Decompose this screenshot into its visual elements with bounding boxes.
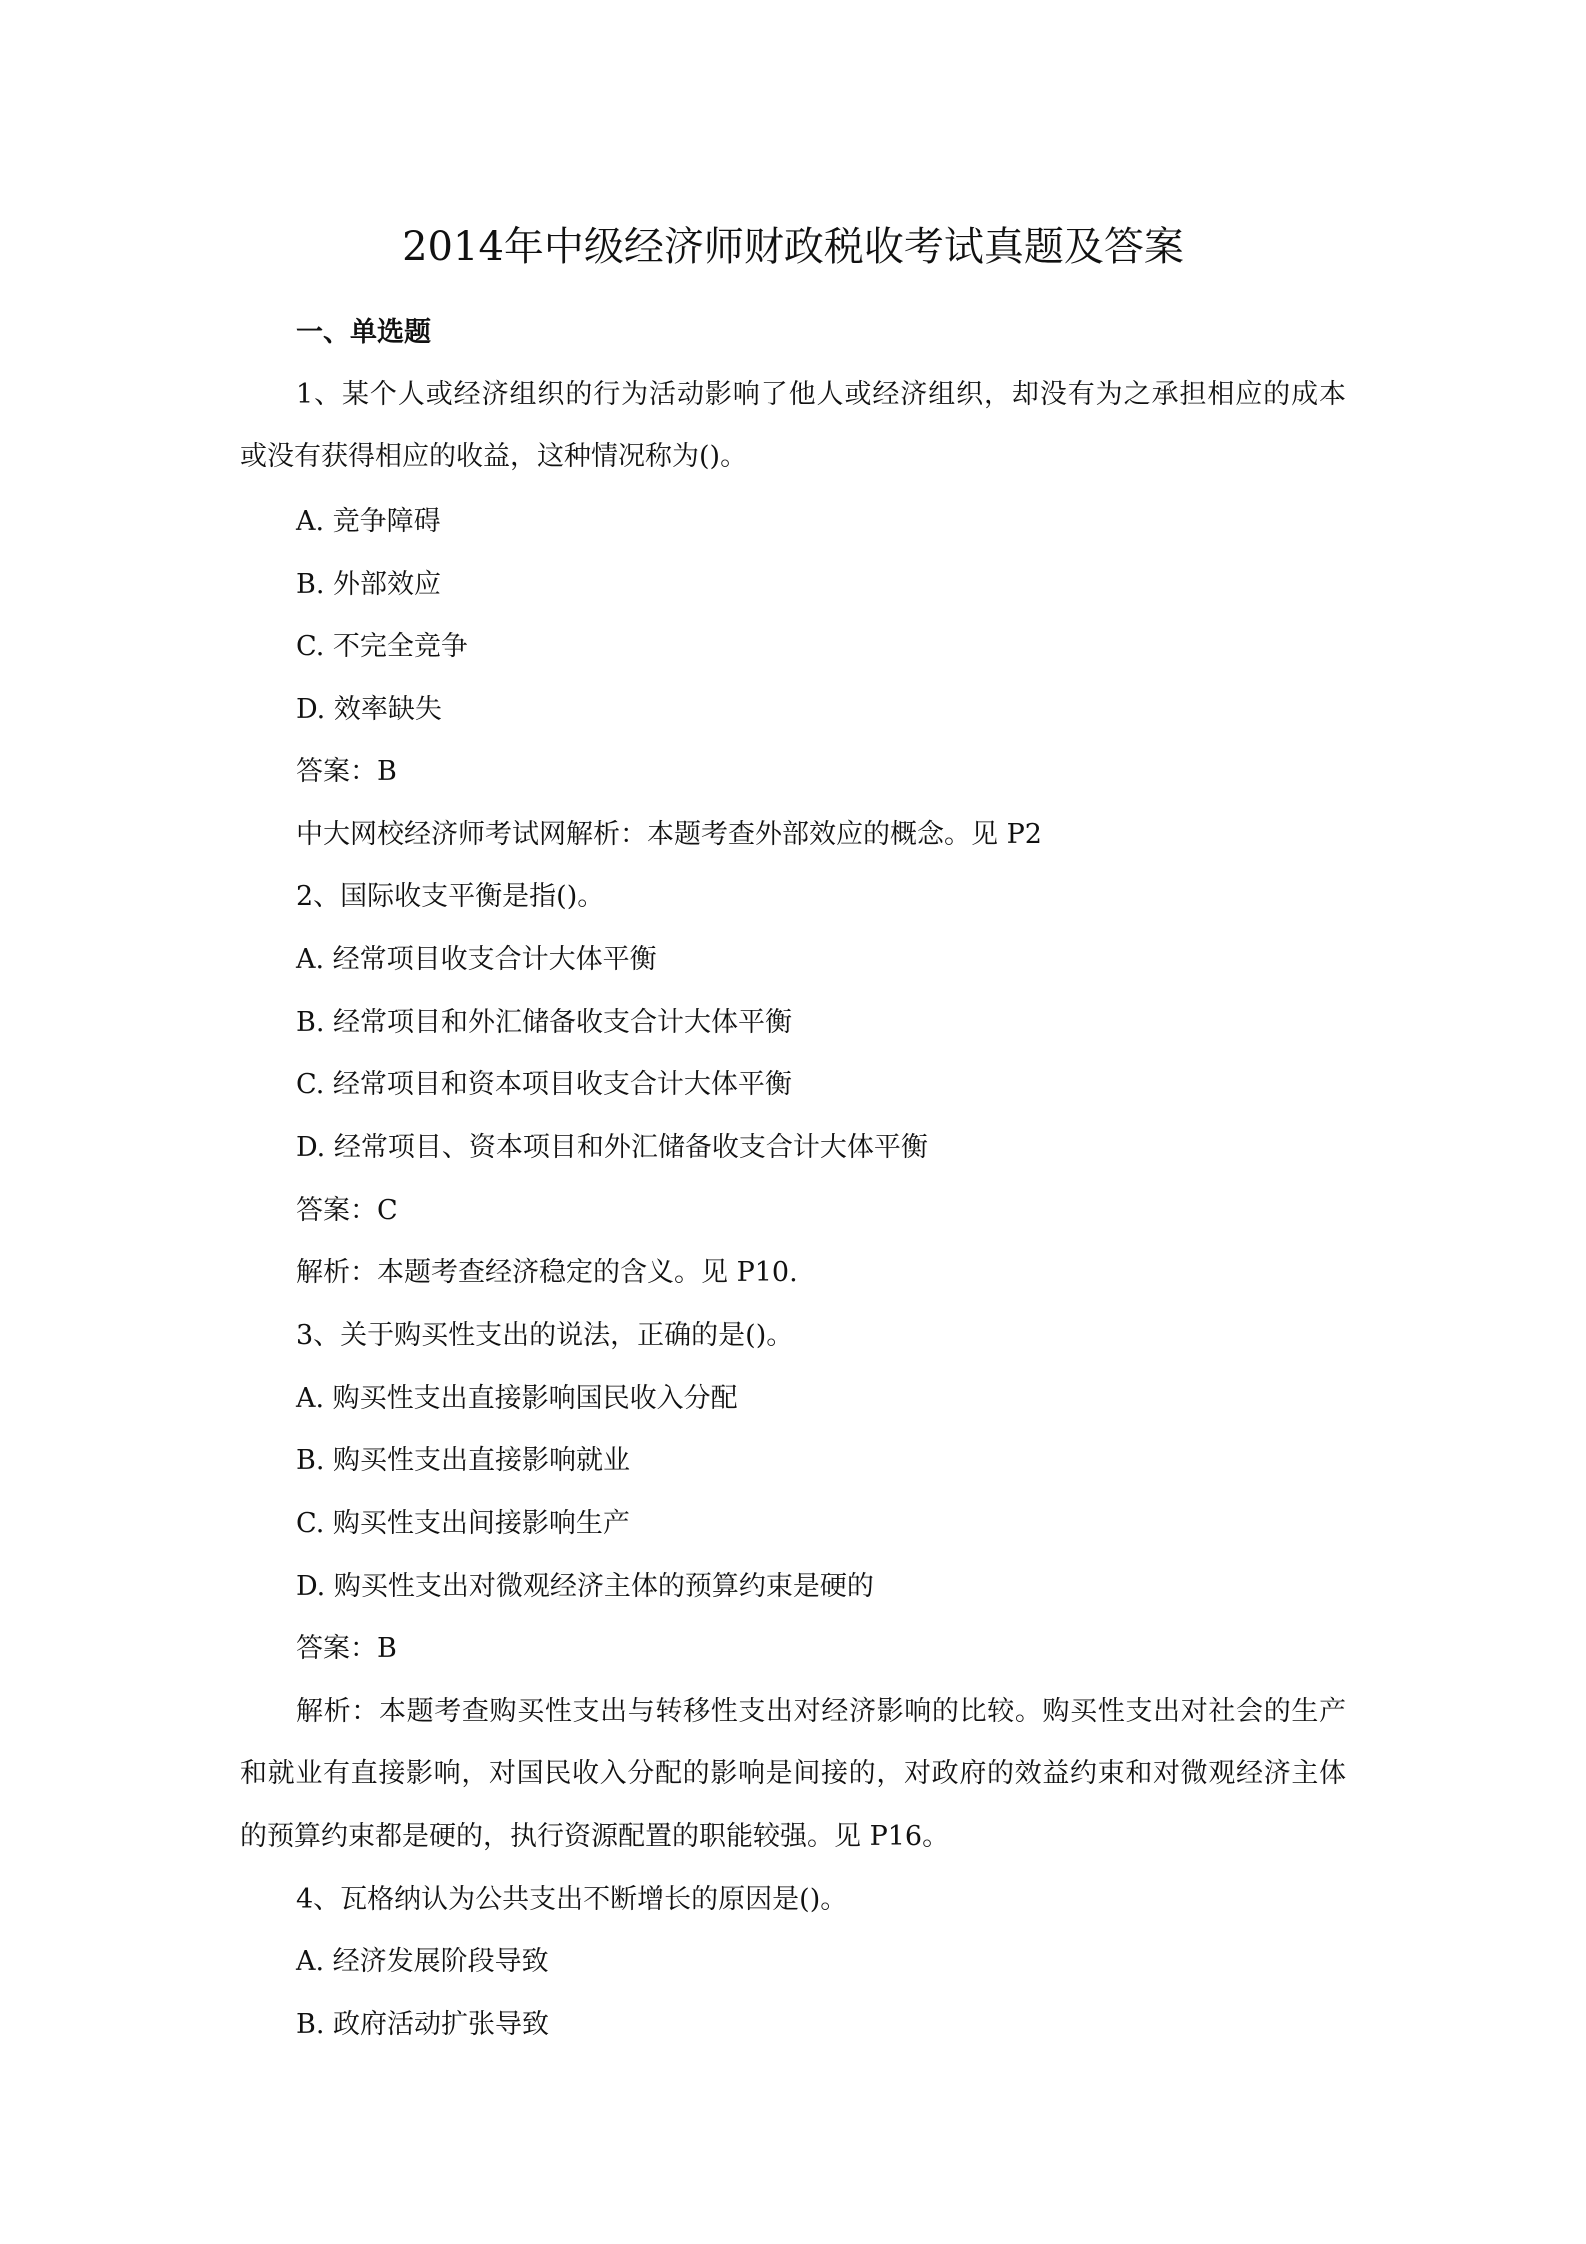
question-2-explanation: 解析：本题考查经济稳定的含义。见 P10. — [296, 1257, 798, 1288]
question-3-text: 3、关于购买性支出的说法，正确的是()。 — [296, 1320, 794, 1351]
question-1-option-c: C. 不完全竞争 — [296, 631, 468, 662]
question-2-answer: 答案：C — [296, 1195, 398, 1226]
question-2-option-d: D. 经常项目、资本项目和外汇储备收支合计大体平衡 — [296, 1132, 928, 1163]
question-2-text: 2、国际收支平衡是指()。 — [296, 881, 605, 912]
question-3-explanation-line-2: 和就业有直接影响，对国民收入分配的影响是间接的，对政府的效益约束和对微观经济主体 — [240, 1758, 1346, 1789]
question-4-text: 4、瓦格纳认为公共支出不断增长的原因是()。 — [296, 1884, 848, 1915]
question-1-explanation: 中大网校经济师考试网解析：本题考查外部效应的概念。见 P2 — [296, 819, 1042, 850]
question-1-text-line-1: 1、某个人或经济组织的行为活动影响了他人或经济组织，却没有为之承担相应的成本 — [296, 379, 1346, 410]
question-4-option-b: B. 政府活动扩张导致 — [296, 2009, 550, 2040]
question-1-answer: 答案：B — [296, 756, 397, 787]
section-heading: 一、单选题 — [296, 317, 431, 348]
question-3-answer: 答案：B — [296, 1633, 397, 1664]
question-3-explanation-line-3: 的预算约束都是硬的，执行资源配置的职能较强。见 P16。 — [240, 1821, 950, 1852]
question-2-option-a: A. 经常项目收支合计大体平衡 — [296, 944, 657, 975]
question-1-option-b: B. 外部效应 — [296, 569, 442, 600]
question-1-option-d: D. 效率缺失 — [296, 694, 442, 725]
question-3-option-b: B. 购买性支出直接影响就业 — [296, 1445, 631, 1476]
question-2-option-c: C. 经常项目和资本项目收支合计大体平衡 — [296, 1069, 792, 1100]
question-1-option-a: A. 竞争障碍 — [296, 506, 441, 537]
question-3-option-c: C. 购买性支出间接影响生产 — [296, 1508, 630, 1539]
question-3-option-a: A. 购买性支出直接影响国民收入分配 — [296, 1383, 738, 1414]
question-3-explanation-line-1: 解析：本题考查购买性支出与转移性支出对经济影响的比较。购买性支出对社会的生产 — [296, 1696, 1346, 1727]
question-3-option-d: D. 购买性支出对微观经济主体的预算约束是硬的 — [296, 1571, 874, 1602]
question-2-option-b: B. 经常项目和外汇储备收支合计大体平衡 — [296, 1007, 793, 1038]
page-title: 2014年中级经济师财政税收考试真题及答案 — [402, 224, 1184, 270]
question-1-text-line-2: 或没有获得相应的收益，这种情况称为()。 — [240, 441, 748, 472]
question-4-option-a: A. 经济发展阶段导致 — [296, 1946, 549, 1977]
